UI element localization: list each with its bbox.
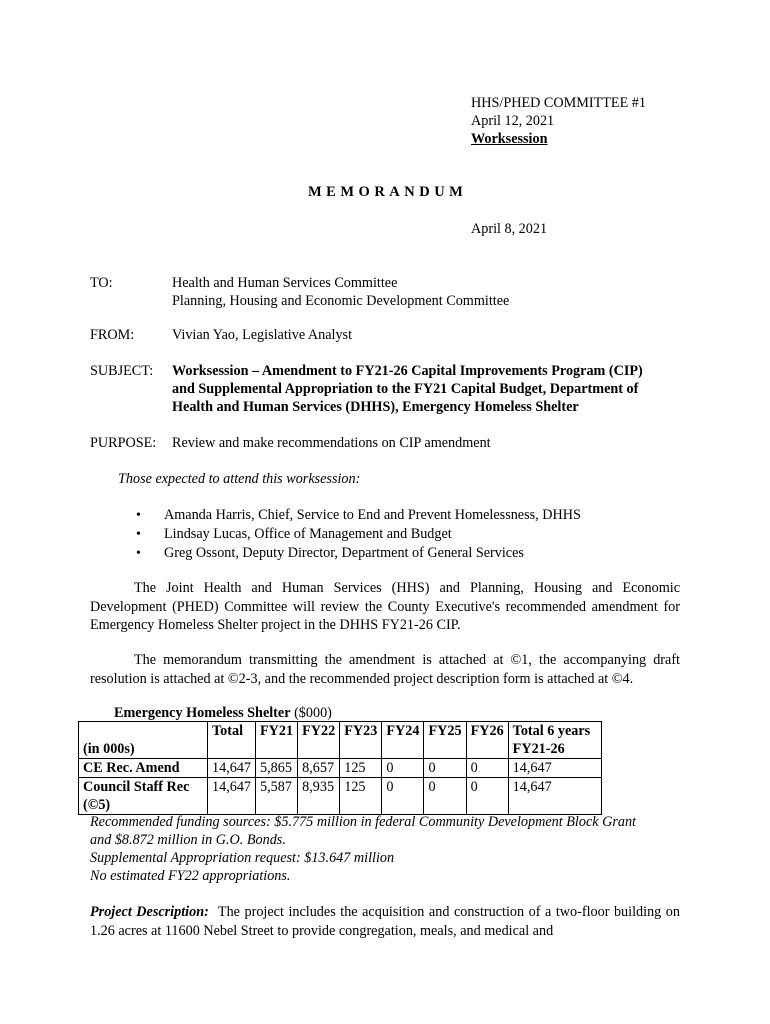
row-label: CE Rec. Amend <box>79 759 208 778</box>
funding-note: No estimated FY22 appropriations. <box>90 868 291 884</box>
table-cell: 0 <box>466 759 508 778</box>
table-caption-units: ($000) <box>290 705 332 721</box>
committee-header: HHS/PHED COMMITTEE #1 <box>471 95 646 111</box>
project-description <box>90 903 680 940</box>
purpose-label: PURPOSE: <box>90 435 157 451</box>
table-cell: 5,587 <box>256 778 298 815</box>
table-cell: 125 <box>340 778 382 815</box>
funding-table <box>78 721 602 815</box>
meeting-date: April 12, 2021 <box>471 113 555 129</box>
memo-title-text: MEMORANDUM <box>308 184 468 200</box>
subject-line-1: Worksession – Amendment to FY21-26 Capital Improvements Program (CIP) <box>172 363 643 379</box>
table-cell: 0 <box>424 759 466 778</box>
from-value: Vivian Yao, Legislative Analyst <box>172 327 353 343</box>
col-header: Total 6 years FY21-26 <box>508 722 601 759</box>
table-cell: 0 <box>382 759 424 778</box>
col-header: FY21 <box>256 722 298 759</box>
paragraph-committee-review <box>90 579 680 635</box>
col-header: FY23 <box>340 722 382 759</box>
table-caption-title: Emergency Homeless Shelter <box>114 705 291 721</box>
col-header: Total <box>208 722 256 759</box>
paragraph-attachments <box>90 651 680 688</box>
attendee-item: • Amanda Harris, Chief, Service to End and Prevent Homelessness, DHHS <box>120 506 581 525</box>
attendee-item: • Greg Ossont, Deputy Director, Department of General Services <box>120 544 581 563</box>
project-description-label: Project Description: <box>90 904 209 920</box>
funding-note: Supplemental Appropriation request: $13.647 million <box>90 850 395 866</box>
funding-note: and $8.872 million in G.O. Bonds. <box>90 832 286 848</box>
attendee-list <box>120 506 581 563</box>
to-line-2: Planning, Housing and Economic Development Committee <box>172 293 510 309</box>
table-cell: 14,647 <box>208 778 256 815</box>
funding-note: Recommended funding sources: $5.775 million in federal Community Development Block Grant <box>90 814 636 830</box>
table-caption <box>114 704 332 722</box>
table-header-row <box>79 722 602 759</box>
row-label: Council Staff Rec (©5) <box>79 778 208 815</box>
table-row <box>79 759 602 778</box>
table-corner: (in 000s) <box>79 722 208 759</box>
table-cell: 5,865 <box>256 759 298 778</box>
paragraph-2-text: The memorandum transmitting the amendment is attached at ©1, the accompanying draft resolution is attached at ©2-3, and the recommended project description form is attached at ©4. <box>90 652 680 687</box>
project-description-text: The project includes the acquisition and construction of a two-floor building on 1.26 acres at 11600 Nebel Street to provide congregation, meals, and medical and <box>90 904 680 939</box>
attendee-item: • Lindsay Lucas, Office of Management and Budget <box>120 525 581 544</box>
from-label: FROM: <box>90 327 135 343</box>
to-label: TO: <box>90 275 113 291</box>
paragraph-1-text: The Joint Health and Human Services (HHS) and Planning, Housing and Economic Development (PHED) Committee will review the County Executive's recommended amendment for Emergency Homeless Shelter project in the DHHS FY21-26 CIP. <box>90 580 680 633</box>
table-cell: 14,647 <box>508 778 601 815</box>
purpose-value: Review and make recommendations on CIP amendment <box>172 435 491 451</box>
col-header: FY22 <box>298 722 340 759</box>
table-row <box>79 778 602 815</box>
table-cell: 0 <box>382 778 424 815</box>
subject-line-3: Health and Human Services (DHHS), Emergency Homeless Shelter <box>172 399 579 415</box>
subject-label: SUBJECT: <box>90 363 154 379</box>
memo-date: April 8, 2021 <box>471 221 548 237</box>
memo-title <box>308 183 467 201</box>
to-line-1: Health and Human Services Committee <box>172 275 398 291</box>
table-cell: 0 <box>466 778 508 815</box>
subject-line-2: and Supplemental Appropriation to the FY21 Capital Budget, Department of <box>172 381 639 397</box>
table-cell: 125 <box>340 759 382 778</box>
funding-notes <box>90 813 636 885</box>
col-header: FY25 <box>424 722 466 759</box>
table-cell: 8,657 <box>298 759 340 778</box>
col-header: FY24 <box>382 722 424 759</box>
col-header: FY26 <box>466 722 508 759</box>
meeting-type: Worksession <box>471 131 548 147</box>
table-cell: 14,647 <box>208 759 256 778</box>
table-cell: 8,935 <box>298 778 340 815</box>
table-cell: 0 <box>424 778 466 815</box>
attendees-intro: Those expected to attend this worksession: <box>118 471 361 487</box>
table-cell: 14,647 <box>508 759 601 778</box>
